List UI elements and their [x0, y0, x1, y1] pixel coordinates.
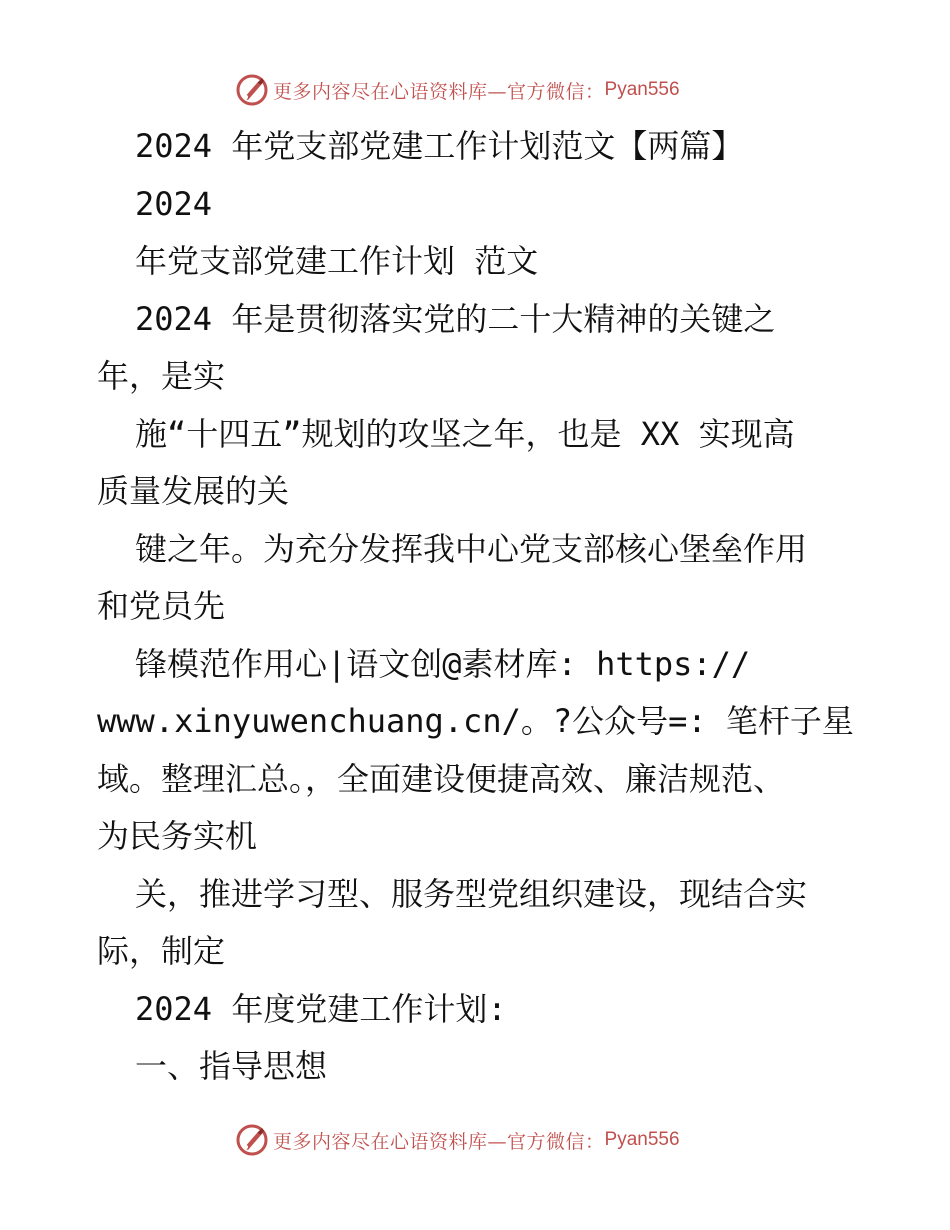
text-line: 2024 年党支部党建工作计划范文【两篇】 [135, 127, 744, 165]
text-line: 锋模范作用心|语文创@素材库: https:// [135, 644, 751, 683]
text-line: 施“十四五”规划的攻坚之年，也是 XX 实现高 [135, 414, 795, 453]
text-line: 一、指导思想 [135, 1047, 328, 1085]
banner-wechat-id: Pyan556 [604, 1129, 680, 1150]
header-banner[interactable] [235, 72, 680, 108]
banner-text: 更多内容尽在心语资料库—官方微信： [273, 1130, 605, 1153]
text-line: 键之年。为充分发挥我中心党支部核心堡垒作用 [135, 529, 808, 568]
text-line: 2024 [135, 184, 213, 223]
text-line: 为民务实机 [97, 817, 258, 855]
text-line: 2024 年是贯彻落实党的二十大精神的关键之 [135, 299, 776, 338]
text-line: 际，制定 [97, 932, 226, 970]
text-line: 和党员先 [97, 587, 226, 625]
quill-pen-logo-icon [235, 73, 269, 107]
text-line: 质量发展的关 [97, 472, 290, 510]
quill-pen-logo-icon [235, 1123, 269, 1157]
text-line: 2024 年度党建工作计划: [135, 989, 507, 1028]
document-body [97, 118, 857, 1096]
text-line: www.xinyuwenchuang.cn/。?公众号=: 笔杆子星 [97, 702, 854, 740]
banner-text: 更多内容尽在心语资料库—官方微信： [273, 80, 605, 103]
text-line: 域。整理汇总。，全面建设便捷高效、廉洁规范、 [97, 759, 786, 798]
footer-banner[interactable] [235, 1122, 680, 1158]
banner-wechat-id: Pyan556 [604, 79, 680, 100]
text-line: 年党支部党建工作计划 范文 [135, 242, 539, 280]
text-line: 关，推进学习型、服务型党组织建设，现结合实 [135, 874, 808, 913]
text-line: 年，是实 [97, 357, 226, 395]
